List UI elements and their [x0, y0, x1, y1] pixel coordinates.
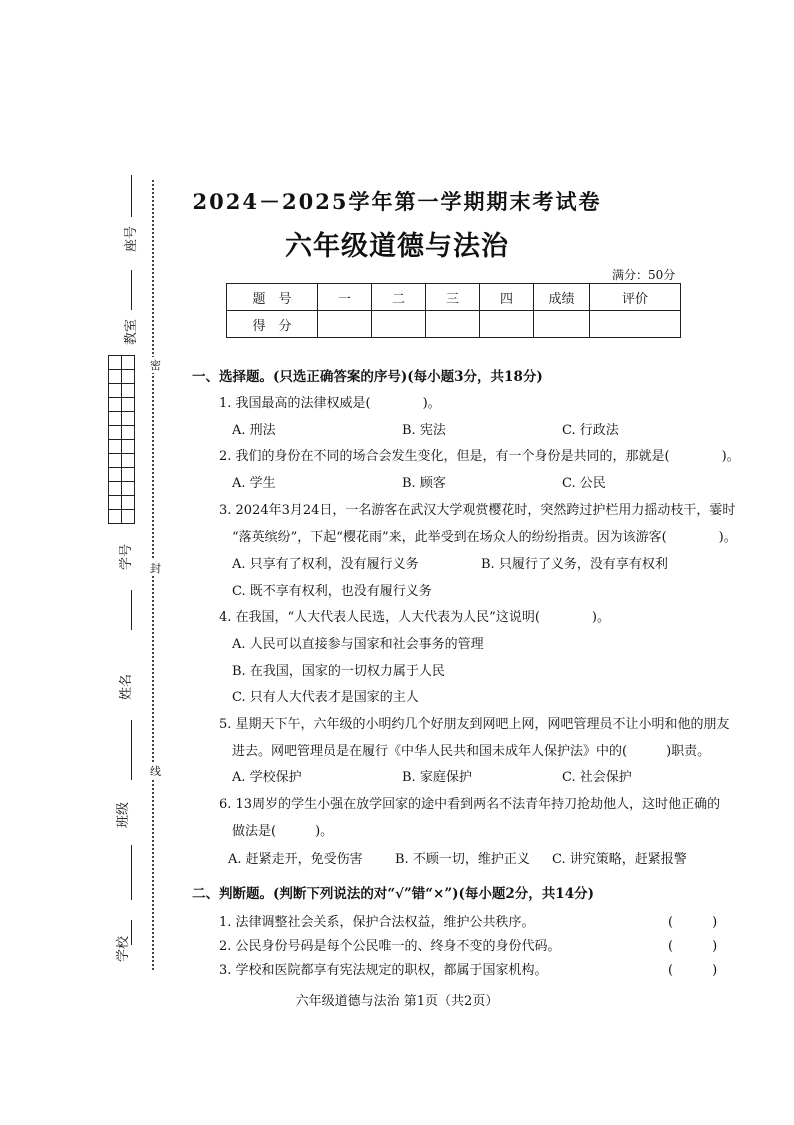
name-label: 姓名 [119, 673, 134, 700]
q6-text: 6. 13周岁的学生小强在放学回家的途中看到两名不法青年持刀抢劫他人，这时他正确的 [219, 797, 721, 812]
score-table-header-3: 三 [426, 284, 480, 311]
q5-text: 5. 星期天下午，六年级的小明约几个好朋友到网吧上网，网吧管理员不让小明和他的朋友 [219, 717, 730, 732]
section2-heading: 二、判断题。(判断下列说法的对“√”错“×”)(每小题2分，共14分) [192, 886, 594, 902]
q5-option-c: C. 社会保护 [562, 770, 632, 785]
q3-option-b: B. 只履行了义务，没有享有权利 [481, 557, 668, 572]
page-footer: 六年级道德与法治 第1页（共2页） [295, 994, 499, 1009]
school-underline [131, 920, 132, 945]
score-cell[interactable] [590, 311, 681, 338]
score-cell[interactable] [534, 311, 590, 338]
class-label: 班级 [116, 801, 131, 828]
student-number-grid [108, 355, 135, 524]
q4-option-c: C. 只有人大代表才是国家的主人 [232, 690, 419, 705]
q3-text: 3. 2024年3月24日，一名游客在武汉大学观赏樱花时，突然跨过护栏用力摇动枝干，霎时 [219, 503, 736, 518]
q4-option-a: A. 人民可以直接参与国家和社会事务的管理 [232, 637, 484, 652]
score-table-header-4: 四 [480, 284, 534, 311]
full-score: 满分：50分 [612, 268, 676, 282]
score-cell[interactable] [480, 311, 534, 338]
tf2-answer-paren[interactable]: ( ) [668, 939, 718, 954]
tf1-answer-paren[interactable]: ( ) [668, 915, 718, 930]
q5-option-b: B. 家庭保护 [402, 770, 472, 785]
exam-subtitle: 六年级道德与法治 [285, 231, 509, 262]
tf1-text: 1. 法律调整社会关系，保护合法权益，维护公共秩序。 [219, 915, 535, 930]
q5-text-line2: 进去。网吧管理员是在履行《中华人民共和国未成年人保护法》中的( )职责。 [232, 744, 711, 759]
tf3-text: 3. 学校和医院都享有宪法规定的职权，都属于国家机构。 [219, 963, 548, 978]
seal-feng: 封 [150, 562, 161, 575]
seat-label: 座号 [124, 225, 139, 252]
class-underline [131, 845, 132, 900]
q2-text: 2. 我们的身份在不同的场合会发生变化，但是，有一个身份是共同的，那就是( )。 [219, 449, 740, 464]
tf3-answer-paren[interactable]: ( ) [668, 963, 718, 978]
score-table-header-1: 一 [318, 284, 372, 311]
q3-text-line2: “落英缤纷”，下起“樱花雨”来，此举受到在场众人的纷纷指责。因为该游客( )。 [232, 530, 737, 545]
q2-option-b: B. 顾客 [402, 476, 446, 491]
student-number-label: 学号 [119, 543, 134, 570]
seal-mi: 密 [150, 359, 161, 372]
room-label: 教室 [124, 318, 139, 345]
room-underline [131, 270, 132, 310]
score-table-header-total: 成绩 [534, 284, 590, 311]
q6-text-line2: 做法是( )。 [232, 824, 334, 839]
section1-heading: 一、选择题。(只选正确答案的序号)(每小题3分，共18分) [192, 369, 543, 385]
student-number-underline [131, 590, 132, 630]
score-table-header-eval: 评价 [590, 284, 681, 311]
exam-title: 2024－2025学年第一学期期末考试卷 [192, 189, 602, 214]
tf2-text: 2. 公民身份号码是每个公民唯一的、终身不变的身份代码。 [219, 939, 561, 954]
q6-option-c: C. 讲究策略，赶紧报警 [552, 852, 687, 867]
q1-option-a: A. 刑法 [232, 423, 276, 438]
q6-option-a: A. 赶紧走开，免受伤害 [228, 852, 363, 867]
q4-option-b: B. 在我国，国家的一切权力属于人民 [232, 664, 445, 679]
q2-option-c: C. 公民 [562, 476, 606, 491]
name-underline [131, 720, 132, 780]
q5-option-a: A. 学校保护 [232, 770, 302, 785]
score-table-header-label: 题 号 [227, 284, 318, 311]
q1-option-c: C. 行政法 [562, 423, 619, 438]
q1-text: 1. 我国最高的法律权威是( )。 [219, 396, 441, 411]
q3-option-c: C. 既不享有权利，也没有履行义务 [232, 584, 432, 599]
score-table-header-2: 二 [372, 284, 426, 311]
q6-option-b: B. 不顾一切，维护正义 [395, 852, 530, 867]
q3-option-a: A. 只享有了权利，没有履行义务 [232, 557, 419, 572]
seal-xian: 线 [150, 765, 161, 778]
q1-option-b: B. 宪法 [402, 423, 446, 438]
q2-option-a: A. 学生 [232, 476, 276, 491]
score-table-row-label: 得 分 [227, 311, 318, 338]
score-cell[interactable] [426, 311, 480, 338]
score-cell[interactable] [372, 311, 426, 338]
score-cell[interactable] [318, 311, 372, 338]
q4-text: 4. 在我国，“人大代表人民选，人大代表为人民”这说明( )。 [219, 610, 610, 625]
school-label: 学校 [116, 935, 131, 962]
score-table [226, 283, 681, 338]
